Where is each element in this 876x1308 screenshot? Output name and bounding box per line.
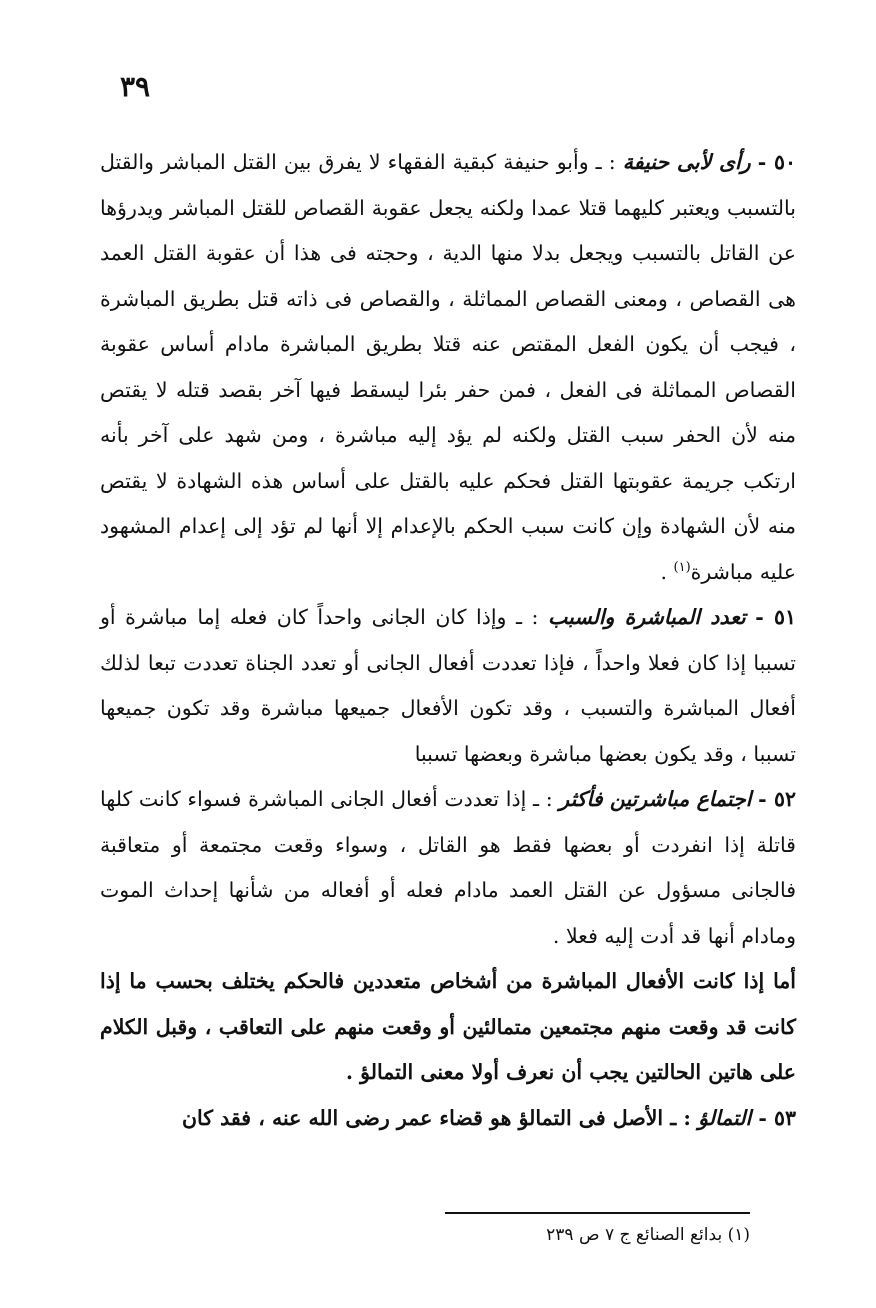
paragraph-tail: .: [660, 559, 674, 584]
paragraph-text: : ـ إذا تعددت أفعال الجانى المباشرة فسواء كانت كلها قاتلة إذا انفردت أو بعضها فقط هو القاتل ، وسواء وقعت مجتمعة أو متعاقبة فالجانى مسؤول عن القتل العمد مادام فعله أو أفعاله من شأنها إحداث الموت ومادام أنها قد أدت إليه فعلا .: [100, 787, 796, 948]
paragraph-text: أما إذا كانت الأفعال المباشرة من أشخاص متعددين فالحكم يختلف بحسب ما إذا كانت قد وقعت منهم مجتمعين متمالئين أو وقعت منهم على التعاقب ، وقبل الكلام على هاتين الحالتين يجب أن نعرف أولا معنى التمالؤ .: [100, 969, 796, 1084]
page-number: ٣٩: [120, 70, 151, 103]
footnote: [430, 1222, 750, 1248]
paragraph-52: [100, 777, 796, 959]
section-number: ٥٣ -: [758, 1105, 796, 1130]
page-body: [100, 140, 796, 1141]
footnote-divider: [445, 1212, 750, 1214]
paragraph-text: : ـ وأبو حنيفة كبقية الفقهاء لا يفرق بين القتل المباشر والقتل بالتسبب ويعتبر كليهما قتلا عمدا ولكنه يجعل عقوبة القصاص للقتل المباشر ويدرؤها عن القاتل بالتسبب ويجعل بدلا منها الدية ، وحجته فى هذا أن عقوبة القتل العمد هى القصاص ، ومعنى القصاص المماثلة ، والقصاص فى ذاته قتل بطريق المباشرة ، فيجب أن يكون الفعل المقتص عنه قتلا بطريق المباشرة مادام أساس عقوبة القصاص المماثلة فى الفعل ، فمن حفر بئرا ليسقط فيها آخر بقصد قتله لا يقتص منه لأن الحفر سبب القتل ولكنه لم يؤد إليه مباشرة ، ومن شهد على آخر بأنه ارتكب جريمة عقوبتها القتل فحكم عليه بالقتل على أساس هذه الشهادة لا يقتص منه لأن الشهادة وإن كانت سبب الحكم بالإعدام إلا أنها لم تؤد إلى إعدام المشهود عليه مباشرة: [100, 150, 796, 584]
paragraph-50: [100, 140, 796, 595]
section-number: ٥٠ -: [757, 150, 796, 174]
footnote-marker: (١): [727, 1225, 750, 1245]
paragraph-53: [100, 1096, 796, 1142]
footnote-text: بدائع الصنائع ج ٧ ص ٢٣٩: [546, 1225, 723, 1245]
section-heading: تعدد المباشرة والسبب: [548, 605, 746, 629]
section-number: ٥٢ -: [758, 787, 796, 811]
paragraph-text: : ـ الأصل فى التمالؤ هو قضاء عمر رضى الله عنه ، فقد كان: [181, 1105, 699, 1130]
paragraph-continuation: [100, 959, 796, 1096]
footnote-reference: (١): [673, 559, 691, 575]
section-number: ٥١ -: [755, 605, 796, 629]
paragraph-text: : ـ وإذا كان الجانى واحداً كان فعله إما مباشرة أو تسببا إذا كان فعلا واحداً ، فإذا تعددت أفعال الجانى أو تعدد الجناة تعددت تبعا لذلك أفعال المباشرة والتسبب ، وقد تكون الأفعال جميعها مباشرة وقد تكون جميعها تسببا ، وقد يكون بعضها مباشرة وبعضها تسببا: [100, 605, 796, 766]
section-heading: رأى لأبى حنيفة: [622, 150, 751, 174]
section-heading: التمالؤ: [698, 1105, 752, 1130]
paragraph-51: [100, 595, 796, 777]
section-heading: اجتماع مباشرتين فأكثر: [559, 787, 752, 811]
